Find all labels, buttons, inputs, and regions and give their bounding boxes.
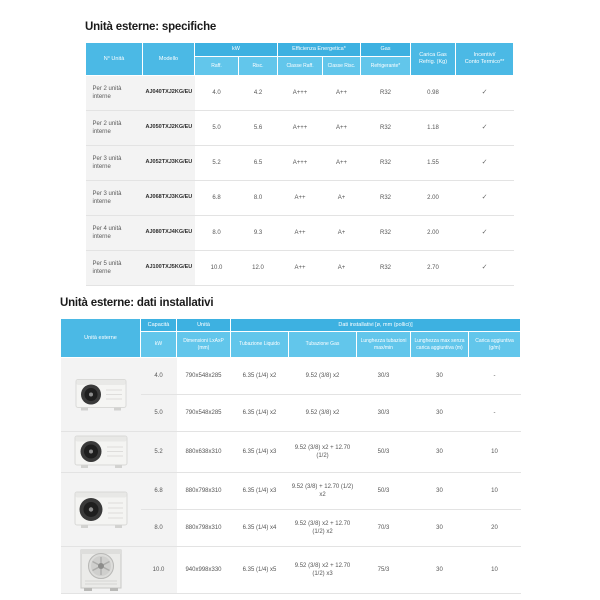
checkmark-icon: ✓: [456, 251, 514, 286]
header-capacita: Capacità: [141, 319, 177, 332]
cell-classe-risc: A++: [323, 146, 361, 181]
cell-lunghezza-max: 30: [411, 547, 469, 594]
checkmark-icon: ✓: [456, 216, 514, 251]
header-group-dati-installativi: Dati installativi [ø, mm (pollici)]: [231, 319, 521, 332]
cell-lunghezza: 30/3: [357, 395, 411, 432]
cell-n-unita: Per 5 unità interne: [86, 251, 143, 286]
cell-lunghezza: 70/3: [357, 510, 411, 547]
header-classe-raff: Classe Raff.: [278, 57, 323, 76]
header-group-efficienza: Efficienza Energetica*: [278, 43, 361, 57]
install-row: [61, 473, 521, 510]
header-lunghezza-tubazioni: Lunghezza tubazioni max/min: [357, 332, 411, 358]
cell-carica-agg: 10: [469, 473, 521, 510]
cell-risc: 6.5: [239, 146, 278, 181]
header-carica-aggiuntiva: Carica aggiuntiva (g/m): [469, 332, 521, 358]
cell-risc: 9.3: [239, 216, 278, 251]
cell-lunghezza: 50/3: [357, 432, 411, 473]
cell-liquido: 6.35 (1/4) x3: [231, 473, 289, 510]
header-dimensioni: Dimensioni LxAxP (mm): [177, 332, 231, 358]
header-refrigerante: Refrigerante*: [361, 57, 411, 76]
cell-capacita: 5.2: [141, 432, 177, 473]
cell-n-unita: Per 2 unità interne: [86, 111, 143, 146]
cell-carica-agg: -: [469, 358, 521, 395]
cell-gas-tubo: 9.52 (3/8) + 12.70 (1/2) x2: [289, 473, 357, 510]
header-carica-line2: Refrig. (Kg): [418, 59, 448, 65]
cell-dimensioni: 790x548x285: [177, 395, 231, 432]
spec-row: [86, 146, 514, 181]
checkmark-icon: ✓: [456, 146, 514, 181]
cell-carica: 1.18: [411, 111, 456, 146]
header-tubazione-gas: Tubazione Gas: [289, 332, 357, 358]
cell-carica: 0.98: [411, 76, 456, 111]
header-kw: kW: [141, 332, 177, 358]
cell-classe-risc: A++: [323, 111, 361, 146]
cell-classe-risc: A++: [323, 76, 361, 111]
cell-dimensioni: 880x638x310: [177, 432, 231, 473]
cell-liquido: 6.35 (1/4) x3: [231, 432, 289, 473]
cell-gas: R32: [361, 216, 411, 251]
header-unita: Unità: [177, 319, 231, 332]
cell-gas: R32: [361, 146, 411, 181]
outdoor-unit-large-image: [64, 549, 138, 591]
spec-row: [86, 251, 514, 286]
cell-capacita: 5.0: [141, 395, 177, 432]
cell-n-unita: Per 3 unità interne: [86, 181, 143, 216]
cell-dimensioni: 880x798x310: [177, 473, 231, 510]
cell-raff: 6.8: [195, 181, 239, 216]
install-table: [60, 318, 521, 594]
cell-liquido: 6.35 (1/4) x2: [231, 358, 289, 395]
cell-gas: R32: [361, 111, 411, 146]
cell-classe-raff: A++: [278, 181, 323, 216]
cell-lunghezza: 30/3: [357, 358, 411, 395]
install-table-title: Unità esterne: dati installativi: [60, 297, 214, 309]
header-incentivi-line2: Conto Termico**: [464, 59, 505, 65]
spec-row: [86, 181, 514, 216]
cell-raff: 8.0: [195, 216, 239, 251]
spec-row: [86, 76, 514, 111]
cell-gas: R32: [361, 76, 411, 111]
outdoor-unit-image: [61, 473, 141, 547]
header-classe-risc: Classe Risc.: [323, 57, 361, 76]
header-incentivi: [456, 43, 514, 76]
outdoor-unit-medium-image: [64, 434, 138, 470]
cell-classe-raff: A+++: [278, 111, 323, 146]
checkmark-icon: ✓: [456, 76, 514, 111]
header-incentivi-line1: Incentivi/: [473, 52, 496, 59]
cell-modello: AJ080TXJ4KG/EU: [143, 216, 195, 251]
cell-carica: 2.00: [411, 216, 456, 251]
cell-n-unita: Per 4 unità interne: [86, 216, 143, 251]
cell-lunghezza: 50/3: [357, 473, 411, 510]
header-carica-gas: [411, 43, 456, 76]
cell-modello: AJ100TXJ5KG/EU: [143, 251, 195, 286]
cell-lunghezza-max: 30: [411, 358, 469, 395]
cell-lunghezza-max: 30: [411, 510, 469, 547]
cell-classe-risc: A+: [323, 251, 361, 286]
cell-dimensioni: 880x798x310: [177, 510, 231, 547]
cell-risc: 5.6: [239, 111, 278, 146]
header-tubazione-liquido: Tubazione Liquido: [231, 332, 289, 358]
install-row: [61, 432, 521, 473]
header-group-kw: kW: [195, 43, 278, 57]
cell-classe-raff: A+++: [278, 76, 323, 111]
cell-classe-raff: A++: [278, 216, 323, 251]
cell-gas-tubo: 9.52 (3/8) x2 + 12.70 (1/2) x3: [289, 547, 357, 594]
cell-raff: 10.0: [195, 251, 239, 286]
outdoor-unit-image: [61, 432, 141, 473]
cell-gas-tubo: 9.52 (3/8) x2 + 12.70 (1/2) x2: [289, 510, 357, 547]
cell-gas-tubo: 9.52 (3/8) x2: [289, 358, 357, 395]
cell-gas-tubo: 9.52 (3/8) x2 + 12.70 (1/2): [289, 432, 357, 473]
specs-table: [85, 42, 514, 286]
checkmark-icon: ✓: [456, 111, 514, 146]
cell-raff: 5.0: [195, 111, 239, 146]
cell-gas-tubo: 9.52 (3/8) x2: [289, 395, 357, 432]
outdoor-unit-image: [61, 547, 141, 594]
cell-liquido: 6.35 (1/4) x2: [231, 395, 289, 432]
spec-row: [86, 111, 514, 146]
cell-classe-risc: A+: [323, 181, 361, 216]
cell-risc: 8.0: [239, 181, 278, 216]
header-lunghezza-max: Lunghezza max senza carica aggiuntiva (m): [411, 332, 469, 358]
header-carica-line1: Carica Gas: [419, 52, 447, 59]
spec-row: [86, 216, 514, 251]
cell-carica-agg: 10: [469, 547, 521, 594]
cell-capacita: 4.0: [141, 358, 177, 395]
cell-modello: AJ050TXJ2KG/EU: [143, 111, 195, 146]
install-row: [61, 358, 521, 395]
outdoor-unit-image: [61, 358, 141, 432]
cell-capacita: 8.0: [141, 510, 177, 547]
header-risc: Risc.: [239, 57, 278, 76]
cell-raff: 4.0: [195, 76, 239, 111]
cell-classe-risc: A+: [323, 216, 361, 251]
cell-raff: 5.2: [195, 146, 239, 181]
cell-capacita: 6.8: [141, 473, 177, 510]
cell-modello: AJ068TXJ3KG/EU: [143, 181, 195, 216]
install-header-row-1: [61, 319, 521, 332]
install-row: [61, 547, 521, 594]
cell-capacita: 10.0: [141, 547, 177, 594]
cell-carica-agg: 20: [469, 510, 521, 547]
cell-risc: 12.0: [239, 251, 278, 286]
cell-carica: 2.00: [411, 181, 456, 216]
cell-classe-raff: A+++: [278, 146, 323, 181]
cell-modello: AJ052TXJ3KG/EU: [143, 146, 195, 181]
cell-liquido: 6.35 (1/4) x4: [231, 510, 289, 547]
cell-n-unita: Per 2 unità interne: [86, 76, 143, 111]
header-raff: Raff.: [195, 57, 239, 76]
header-unita-esterne: Unità esterne: [61, 319, 141, 358]
header-gas: Gas: [361, 43, 411, 57]
cell-carica: 2.70: [411, 251, 456, 286]
cell-lunghezza: 75/3: [357, 547, 411, 594]
cell-carica-agg: -: [469, 395, 521, 432]
cell-lunghezza-max: 30: [411, 432, 469, 473]
cell-modello: AJ040TXJ2KG/EU: [143, 76, 195, 111]
specs-header-row-1: [86, 43, 514, 57]
cell-n-unita: Per 3 unità interne: [86, 146, 143, 181]
cell-lunghezza-max: 30: [411, 395, 469, 432]
cell-liquido: 6.35 (1/4) x5: [231, 547, 289, 594]
header-n-unita: N° Unità: [86, 43, 143, 76]
header-modello: Modello: [143, 43, 195, 76]
outdoor-unit-small-image: [64, 377, 138, 413]
checkmark-icon: ✓: [456, 181, 514, 216]
cell-carica-agg: 10: [469, 432, 521, 473]
cell-classe-raff: A++: [278, 251, 323, 286]
cell-gas: R32: [361, 251, 411, 286]
cell-risc: 4.2: [239, 76, 278, 111]
cell-dimensioni: 940x998x330: [177, 547, 231, 594]
cell-gas: R32: [361, 181, 411, 216]
outdoor-unit-tall-image: [64, 490, 138, 530]
cell-dimensioni: 790x548x285: [177, 358, 231, 395]
specs-table-title: Unità esterne: specifiche: [85, 21, 217, 33]
cell-lunghezza-max: 30: [411, 473, 469, 510]
cell-carica: 1.55: [411, 146, 456, 181]
